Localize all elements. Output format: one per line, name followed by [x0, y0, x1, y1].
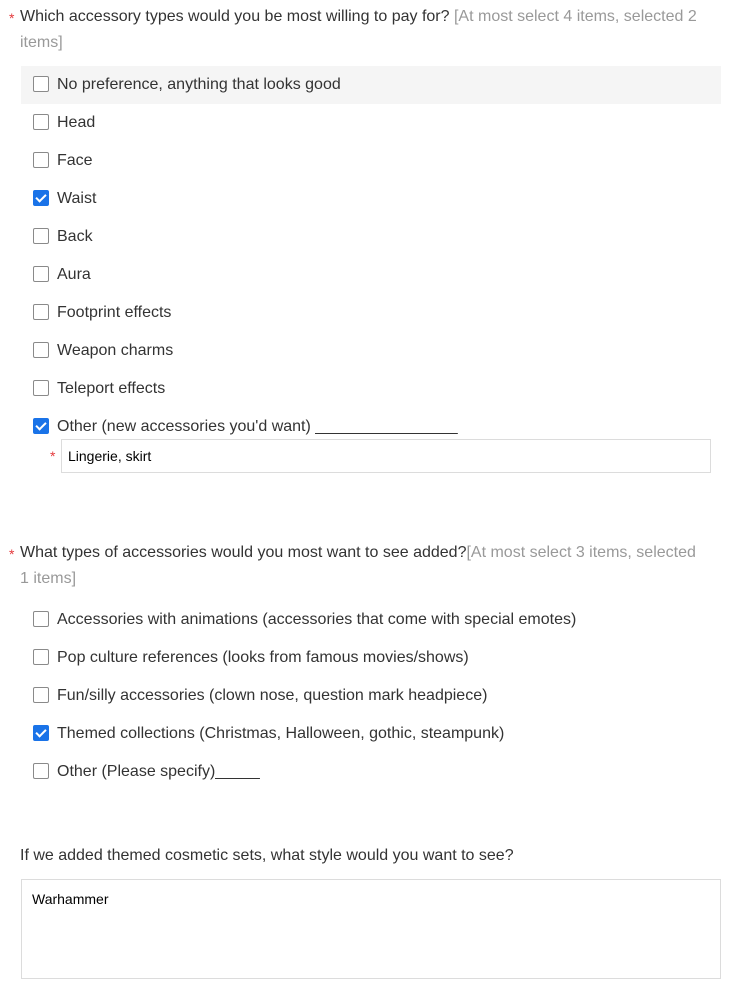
checkbox-checked[interactable] — [33, 725, 49, 741]
option-no-preference[interactable] — [21, 66, 721, 104]
checkbox[interactable] — [33, 763, 49, 779]
option-label: Footprint effects — [57, 304, 172, 321]
option-label: Waist — [57, 190, 97, 207]
question-1 — [0, 4, 745, 56]
option-label: Head — [57, 114, 96, 131]
required-mark: * — [9, 546, 15, 562]
option-back[interactable] — [21, 218, 721, 256]
other-specify-input[interactable]: Lingerie, skirt — [61, 439, 711, 473]
selection-hint: [At most select 4 items, selected 2 items] — [20, 8, 697, 51]
option-label: Other (Please specify)_____ — [57, 763, 260, 780]
option-label: Face — [57, 152, 93, 169]
question-2 — [0, 540, 745, 592]
option-weapon-charms[interactable] — [21, 332, 721, 370]
option-themed-collections[interactable] — [21, 715, 721, 753]
required-mark: * — [9, 10, 15, 26]
selection-hint: [At most select 3 items, selected 1 items] — [20, 544, 696, 587]
checkbox[interactable] — [33, 76, 49, 92]
option-animated-accessories[interactable] — [21, 601, 721, 639]
option-waist[interactable] — [21, 180, 721, 218]
checkbox[interactable] — [33, 266, 49, 282]
required-mark: * — [50, 448, 56, 464]
option-aura[interactable] — [21, 256, 721, 294]
option-label: No preference, anything that looks good — [57, 76, 341, 93]
option-label: Other (new accessories you'd want) ________________ — [57, 418, 458, 435]
question-text: What types of accessories would you most want to see added? — [20, 544, 467, 561]
option-label: Aura — [57, 266, 91, 283]
question-text: Which accessory types would you be most willing to pay for? — [20, 8, 450, 25]
option-label: Teleport effects — [57, 380, 166, 397]
option-label: Pop culture references (looks from famous movies/shows) — [57, 649, 469, 666]
checkbox[interactable] — [33, 228, 49, 244]
checkbox[interactable] — [33, 611, 49, 627]
checkbox[interactable] — [33, 114, 49, 130]
option-footprint-effects[interactable] — [21, 294, 721, 332]
option-other[interactable] — [21, 753, 721, 791]
question-2-title — [9, 540, 700, 592]
checkbox[interactable] — [33, 342, 49, 358]
option-label: Back — [57, 228, 93, 245]
option-label: Accessories with animations (accessories that come with special emotes) — [57, 611, 577, 628]
option-teleport-effects[interactable] — [21, 370, 721, 408]
checkbox[interactable] — [33, 152, 49, 168]
checkbox[interactable] — [33, 304, 49, 320]
checkbox[interactable] — [33, 687, 49, 703]
option-label: Themed collections (Christmas, Halloween, gothic, steampunk) — [57, 725, 505, 742]
option-face[interactable] — [21, 142, 721, 180]
checkbox-checked[interactable] — [33, 418, 49, 434]
checkbox[interactable] — [33, 380, 49, 396]
option-fun-silly[interactable] — [21, 677, 721, 715]
option-label: Fun/silly accessories (clown nose, question mark headpiece) — [57, 687, 488, 704]
question-1-title — [9, 4, 700, 56]
option-head[interactable] — [21, 104, 721, 142]
option-label: Weapon charms — [57, 342, 174, 359]
option-pop-culture[interactable] — [21, 639, 721, 677]
checkbox[interactable] — [33, 649, 49, 665]
themed-style-textarea[interactable]: Warhammer — [21, 879, 721, 979]
question-3-title: If we added themed cosmetic sets, what style would you want to see? — [20, 847, 514, 864]
checkbox-checked[interactable] — [33, 190, 49, 206]
